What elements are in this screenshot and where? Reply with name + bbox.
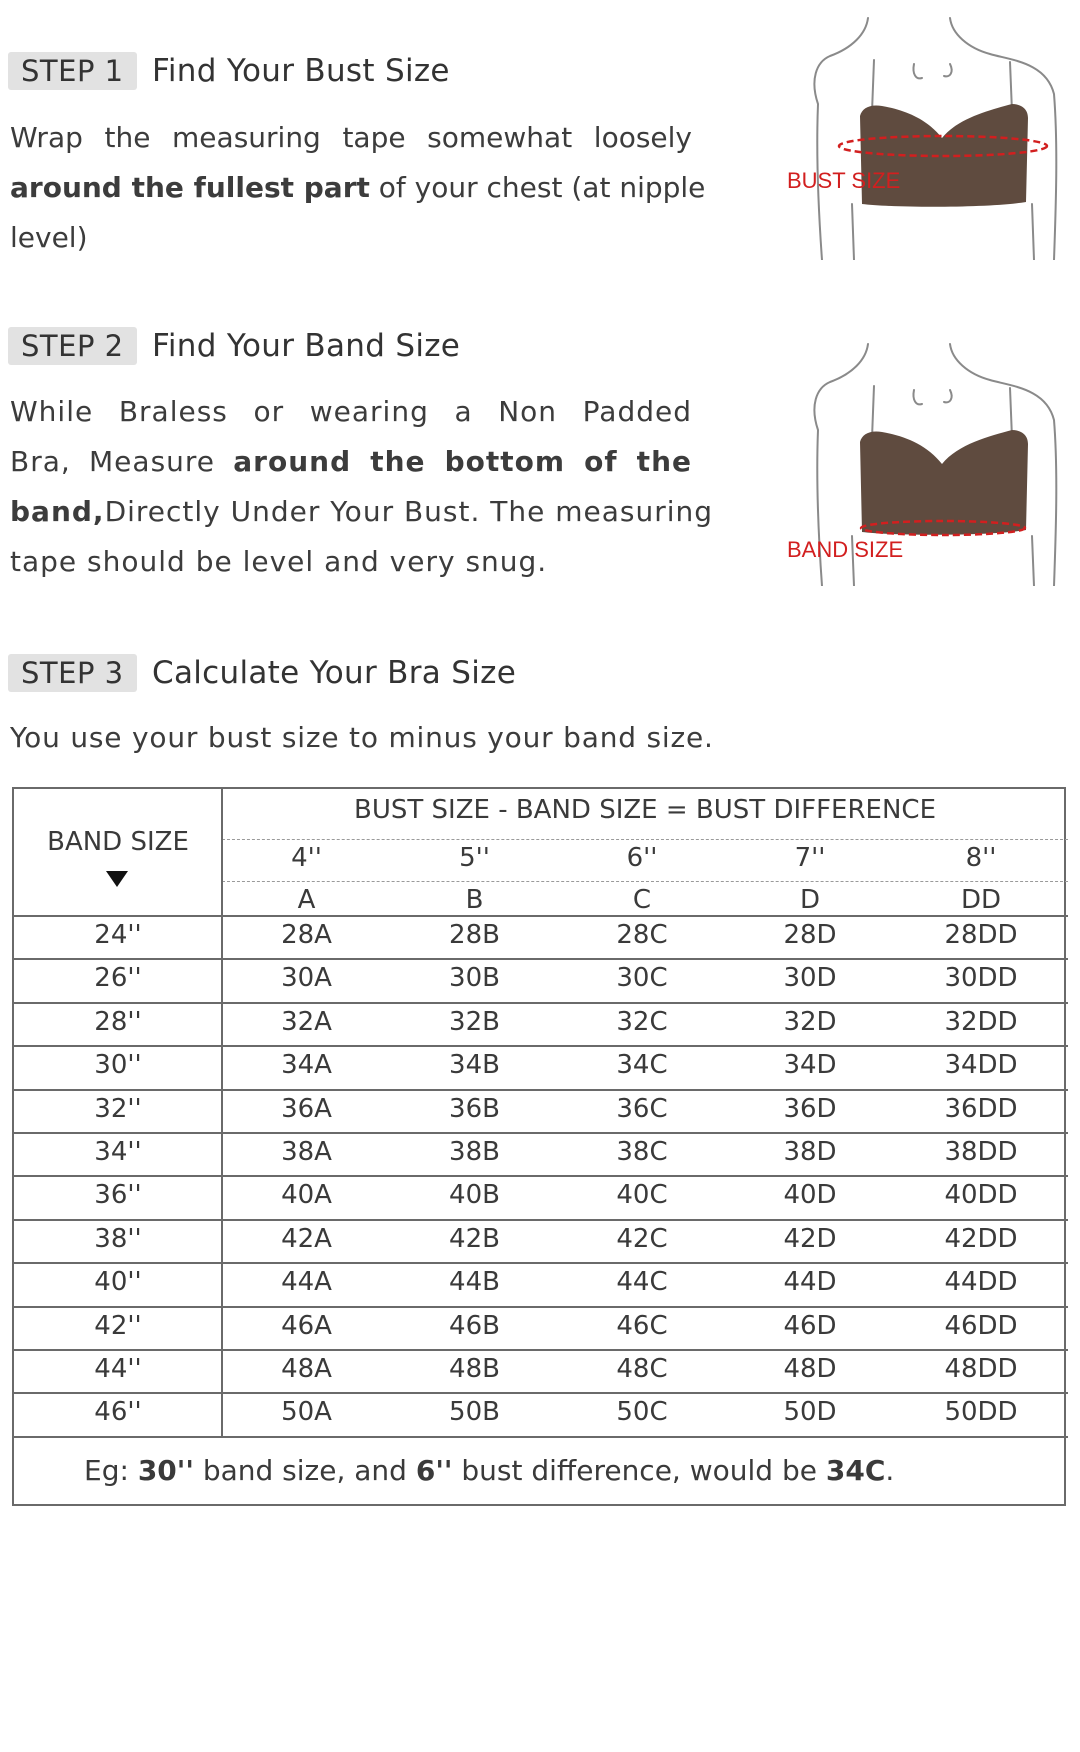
- bra-size-cell: 40C: [616, 1180, 668, 1211]
- bra-size-cell: 38A: [281, 1137, 332, 1167]
- bra-size-cell: 34DD: [944, 1050, 1018, 1081]
- example-note: [84, 1454, 894, 1487]
- instruction-text: tape should be level and very snug.: [10, 545, 548, 578]
- bra-size-cell: 40B: [449, 1180, 500, 1211]
- row-divider: [14, 1349, 1068, 1351]
- bra-size-cell: 50DD: [944, 1397, 1018, 1428]
- step-3-heading: [8, 654, 708, 694]
- row-divider: [14, 1132, 1068, 1134]
- bra-size-cell: 36B: [449, 1093, 500, 1124]
- step-badge: STEP 1: [8, 52, 137, 90]
- row-divider: [14, 1262, 1068, 1264]
- bra-size-cell: 28B: [449, 920, 500, 950]
- row-divider: [14, 958, 1068, 960]
- emphasis-text: around the bottom of the: [233, 445, 692, 478]
- cup-header: DD: [960, 885, 1002, 915]
- bra-size-cell: 38B: [449, 1137, 500, 1167]
- header-divider: [222, 881, 1068, 882]
- band-size-cell: 40'': [94, 1267, 142, 1298]
- bra-size-cell: 32B: [449, 1006, 500, 1037]
- example-value: 6'': [415, 1454, 453, 1487]
- bra-size-cell: 38D: [783, 1137, 837, 1167]
- step-2-heading: [8, 327, 708, 367]
- band-size-cell: 44'': [94, 1354, 142, 1384]
- bra-size-cell: 42B: [449, 1223, 500, 1254]
- row-divider: [14, 915, 1068, 917]
- step-3-instructions: [10, 718, 770, 758]
- bra-size-cell: 50A: [281, 1397, 332, 1428]
- bra-size-cell: 30D: [783, 963, 837, 994]
- example-value: 34C: [825, 1454, 886, 1487]
- instruction-text: While Braless or wearing a Non Padded: [10, 395, 692, 428]
- bra-size-cell: 36D: [783, 1093, 837, 1124]
- example-value: 30'': [137, 1454, 194, 1487]
- bra-size-cell: 28A: [281, 920, 332, 950]
- cup-header: D: [799, 885, 821, 915]
- bra-size-cell: 32A: [281, 1006, 332, 1037]
- bra-size-cell: 46DD: [944, 1310, 1018, 1341]
- instruction-text: Directly Under Your Bust. The measuring: [104, 495, 714, 528]
- instruction-line: [10, 387, 692, 437]
- bra-size-cell: 42DD: [944, 1223, 1018, 1254]
- example-text: bust difference, would be: [452, 1454, 826, 1487]
- bra-size-cell: 44DD: [944, 1267, 1018, 1298]
- band-size-cell: 42'': [94, 1310, 142, 1341]
- instruction-line: [10, 113, 692, 163]
- bra-size-cell: 32C: [616, 1006, 668, 1037]
- instruction-text: You use your bust size to minus your band size.: [10, 721, 714, 754]
- instruction-line: [10, 537, 692, 587]
- instruction-text: Wrap the measuring tape somewhat loosely: [10, 121, 692, 154]
- step-2-instructions: [10, 387, 714, 587]
- row-divider: [14, 1219, 1068, 1221]
- bra-size-cell: 44B: [449, 1267, 500, 1298]
- row-divider: [14, 1392, 1068, 1394]
- bra-size-cell: 44A: [281, 1267, 332, 1298]
- bra-size-cell: 40D: [783, 1180, 837, 1211]
- difference-header: 6'': [626, 843, 658, 873]
- example-text: band size, and: [193, 1454, 416, 1487]
- difference-header: 5'': [459, 843, 490, 873]
- band-size-cell: 32'': [94, 1093, 142, 1124]
- bra-size-cell: 46D: [783, 1310, 837, 1341]
- bra-size-cell: 30DD: [944, 963, 1018, 994]
- bra-size-cell: 48A: [281, 1354, 332, 1384]
- bra-size-cell: 48B: [449, 1354, 500, 1384]
- bra-size-cell: 46B: [449, 1310, 500, 1341]
- bra-size-cell: 48D: [783, 1354, 837, 1384]
- row-divider: [14, 1436, 1068, 1438]
- bra-size-cell: 40A: [281, 1180, 332, 1211]
- bra-size-cell: 28DD: [944, 920, 1018, 950]
- header-divider: [222, 839, 1068, 840]
- step-title: Find Your Band Size: [152, 328, 461, 364]
- bra-size-cell: 46A: [281, 1310, 332, 1341]
- bra-size-cell: 36A: [281, 1093, 332, 1124]
- bra-size-cell: 50D: [783, 1397, 837, 1428]
- difference-header: 4'': [291, 843, 322, 873]
- bra-size-cell: 36C: [616, 1093, 668, 1124]
- band-size-cell: 46'': [94, 1397, 142, 1428]
- bra-size-cell: 44D: [783, 1267, 837, 1298]
- row-divider: [14, 1089, 1068, 1091]
- bra-size-cell: 30B: [449, 963, 500, 994]
- bra-size-cell: 30A: [281, 963, 332, 994]
- step-title: Calculate Your Bra Size: [152, 655, 517, 691]
- instruction-text: level): [10, 221, 88, 254]
- bra-size-cell: 40DD: [944, 1180, 1018, 1211]
- emphasis-text: band,: [10, 495, 105, 528]
- bra-size-cell: 36DD: [944, 1093, 1018, 1124]
- difference-header: 7'': [794, 843, 826, 873]
- band-size-cell: 28'': [94, 1006, 142, 1037]
- table-title: BUST SIZE - BAND SIZE = BUST DIFFERENCE: [354, 795, 936, 825]
- cup-header: A: [297, 885, 316, 915]
- bra-size-cell: 32D: [783, 1006, 837, 1037]
- cup-header: C: [632, 885, 652, 915]
- band-size-cell: 38'': [94, 1223, 142, 1254]
- row-divider: [14, 1306, 1068, 1308]
- step-1-instructions: [10, 113, 706, 263]
- bra-size-cell: 46C: [616, 1310, 668, 1341]
- band-size-cell: 26'': [94, 963, 142, 994]
- triangle-down-icon: [106, 871, 128, 887]
- row-divider: [14, 1045, 1068, 1047]
- step-badge: STEP 2: [8, 327, 137, 365]
- bust-size-label: BUST SIZE: [787, 168, 901, 193]
- band-size-label: BAND SIZE: [787, 537, 904, 562]
- row-divider: [14, 1002, 1068, 1004]
- instruction-line: [10, 163, 706, 213]
- row-divider: [14, 1175, 1068, 1177]
- instruction-text: of your chest (at nipple: [369, 171, 706, 204]
- example-text: .: [885, 1454, 895, 1487]
- bra-size-cell: 42A: [281, 1223, 332, 1254]
- bra-size-cell: 32DD: [944, 1006, 1018, 1037]
- step-badge: STEP 3: [8, 654, 137, 692]
- bra-size-cell: 38DD: [944, 1137, 1018, 1167]
- instruction-line: [10, 487, 714, 537]
- instruction-line: [10, 213, 692, 263]
- instruction-text: Bra, Measure: [10, 445, 234, 478]
- size-chart-table: [12, 787, 1066, 1506]
- band-size-cell: 36'': [94, 1180, 142, 1211]
- band-size-cell: 30'': [94, 1050, 142, 1081]
- bra-size-cell: 50B: [449, 1397, 500, 1428]
- emphasis-text: around the fullest part: [10, 171, 370, 204]
- difference-header: 8'': [965, 843, 997, 873]
- bra-size-cell: 38C: [616, 1137, 668, 1167]
- example-text: Eg:: [84, 1454, 138, 1487]
- bra-size-cell: 48C: [616, 1354, 668, 1384]
- bra-size-cell: 34D: [783, 1050, 837, 1081]
- step-title: Find Your Bust Size: [152, 53, 450, 89]
- bra-size-cell: 28D: [783, 920, 837, 950]
- bra-size-cell: 42D: [783, 1223, 837, 1254]
- bust-size-figure: [800, 14, 1070, 260]
- bra-size-cell: 48DD: [944, 1354, 1018, 1384]
- bra-size-cell: 50C: [616, 1397, 668, 1428]
- bra-size-cell: 28C: [616, 920, 668, 950]
- instruction-line: [10, 437, 692, 487]
- cup-header: B: [465, 885, 484, 915]
- row-header: BAND SIZE: [47, 827, 189, 857]
- band-size-cell: 24'': [94, 920, 142, 950]
- bra-shape: [860, 430, 1028, 535]
- bra-size-cell: 30C: [616, 963, 668, 994]
- bra-size-cell: 34C: [616, 1050, 668, 1081]
- bra-size-cell: 34A: [281, 1050, 332, 1081]
- bra-size-cell: 42C: [616, 1223, 668, 1254]
- bra-size-cell: 34B: [449, 1050, 500, 1081]
- band-size-cell: 34'': [94, 1137, 142, 1167]
- step-1-heading: [8, 52, 708, 92]
- bra-size-cell: 44C: [616, 1267, 668, 1298]
